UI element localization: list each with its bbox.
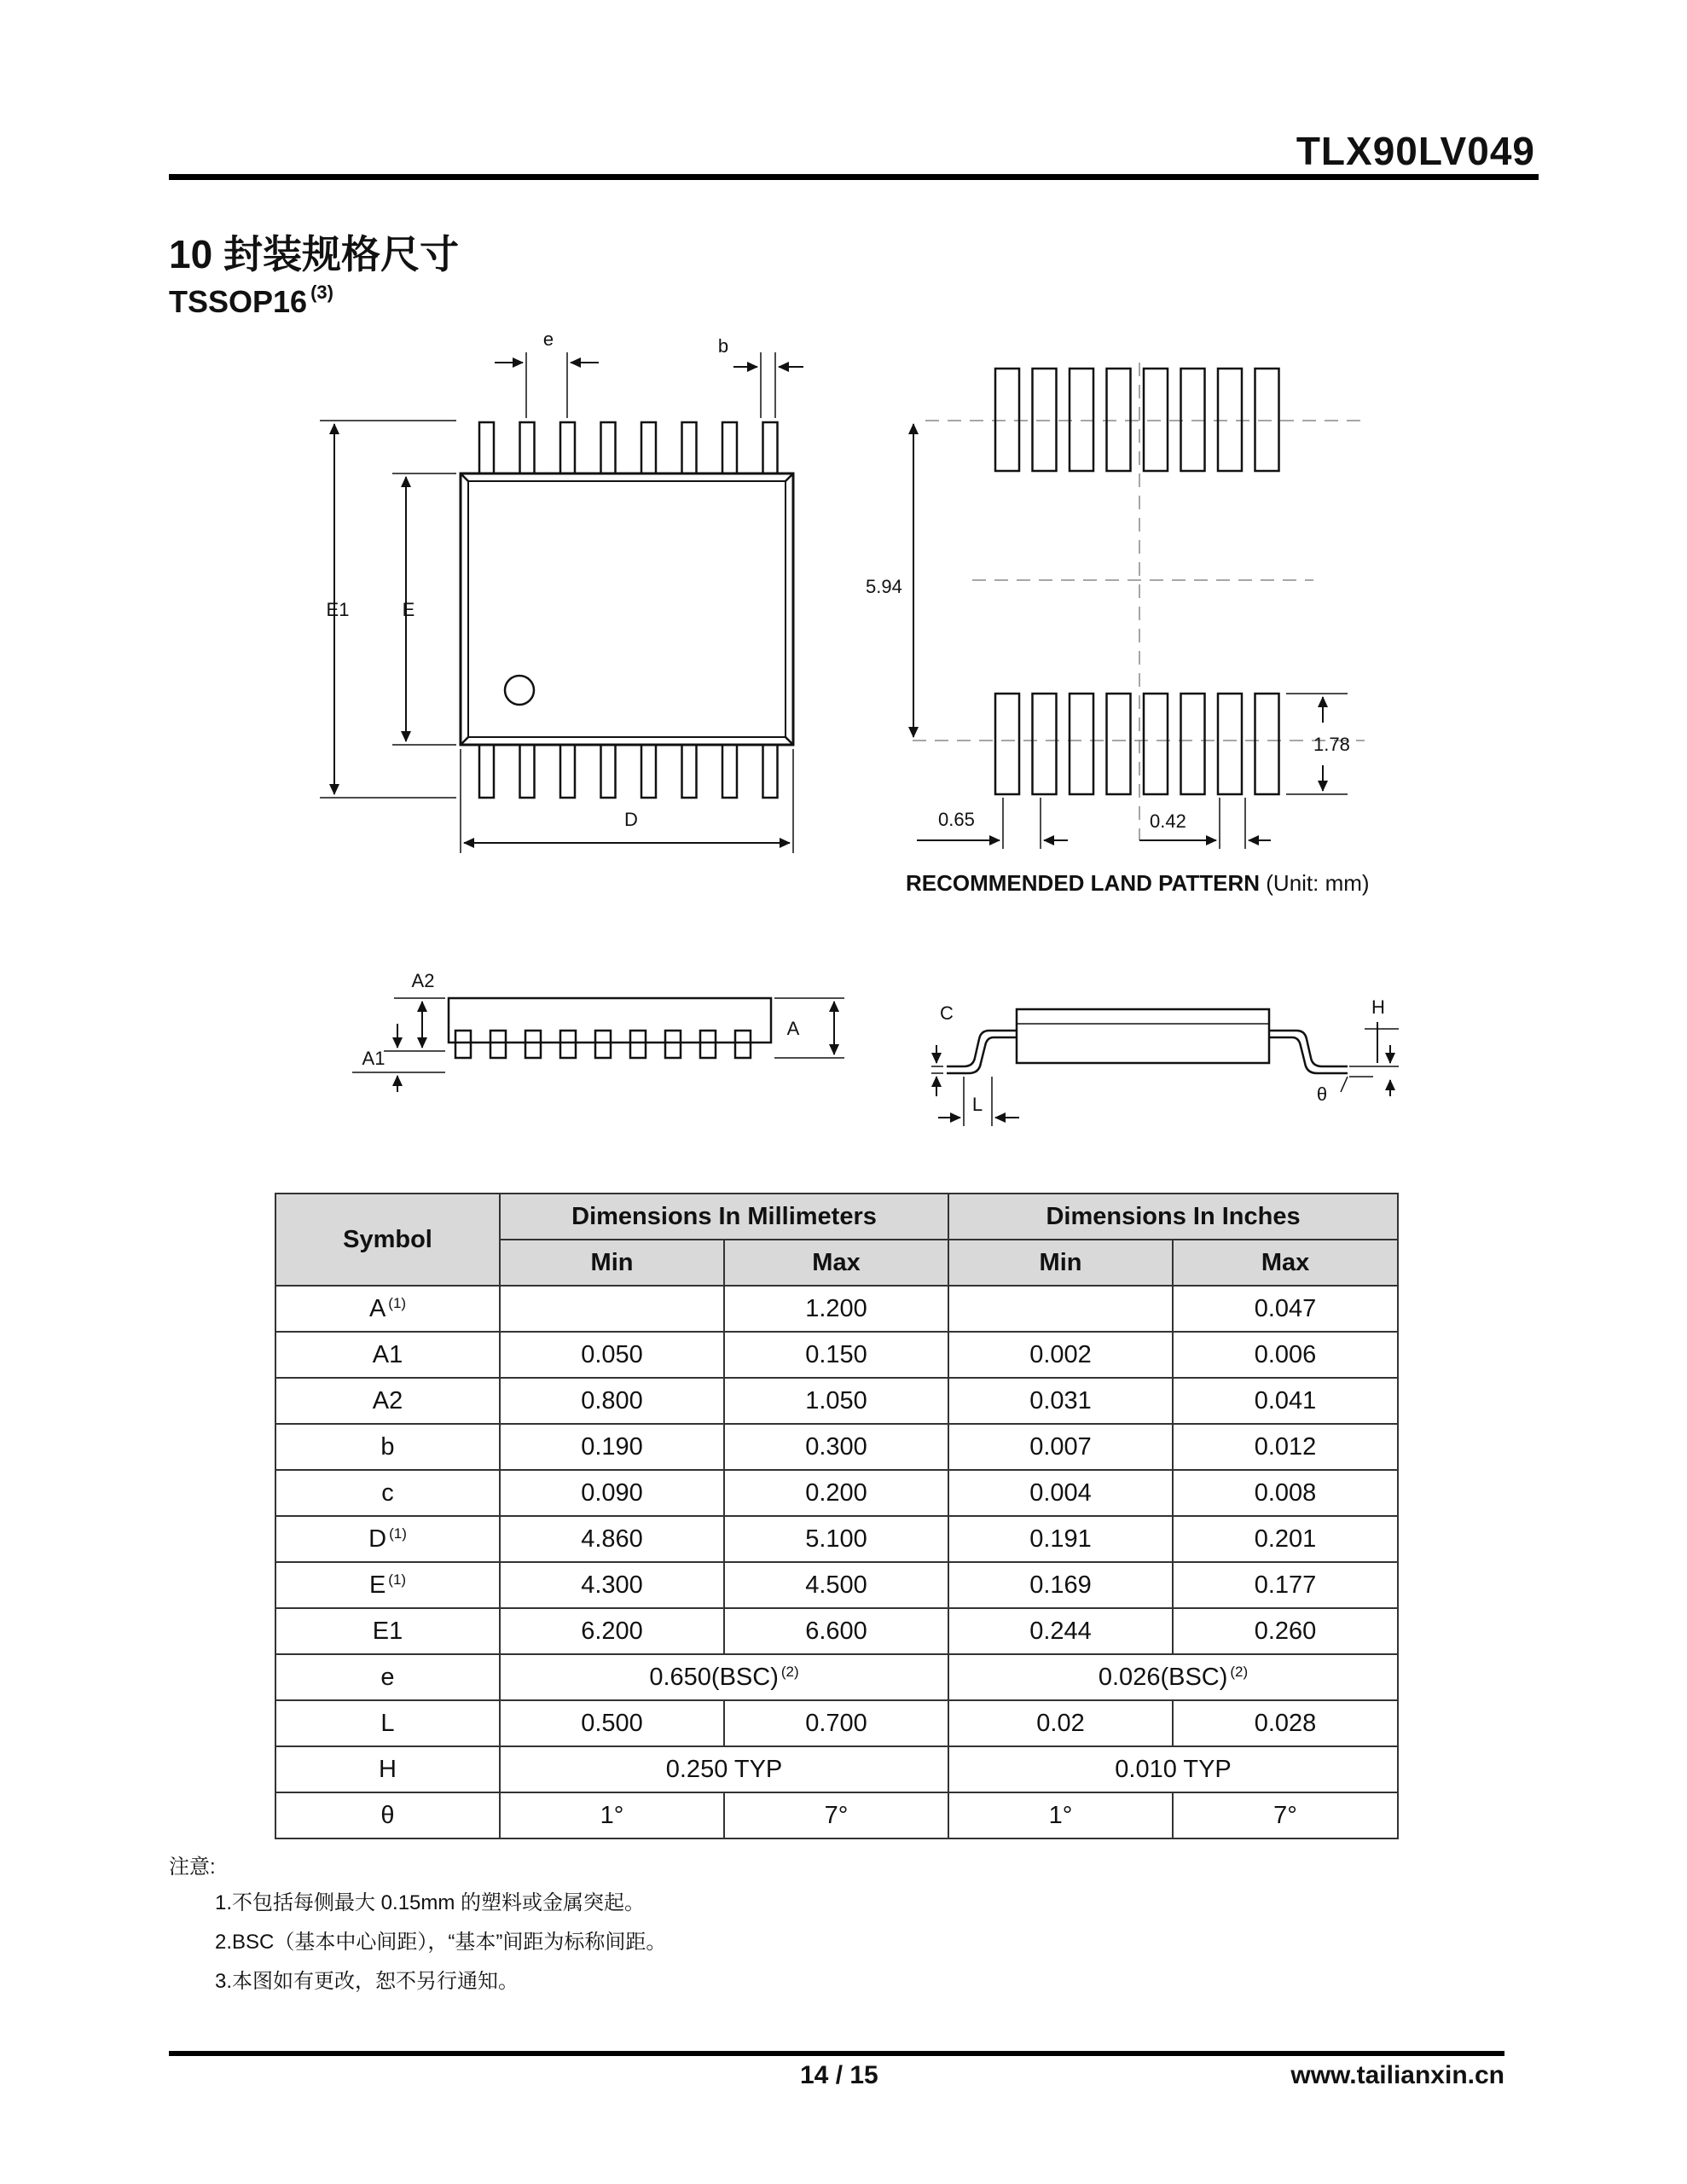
label-H: H [1371, 996, 1385, 1018]
cell-symbol: θ [275, 1792, 500, 1838]
cell-in-max: 0.041 [1173, 1378, 1398, 1424]
land-pad [1218, 694, 1242, 794]
header-inches: Dimensions In Inches [948, 1194, 1398, 1240]
land-pattern-caption-bold: RECOMMENDED LAND PATTERN [906, 870, 1261, 896]
cell-mm-min [500, 1286, 724, 1332]
cell-mm-span: 0.250 TYP [500, 1746, 948, 1792]
side-lead [455, 1031, 471, 1058]
document-id: TLX90LV049 [1296, 129, 1535, 173]
label-0-42: 0.42 [1150, 810, 1186, 832]
pin [479, 745, 494, 798]
cell-mm-min: 0.190 [500, 1424, 724, 1470]
label-theta: θ [1316, 1083, 1328, 1105]
pin1-marker [505, 676, 534, 705]
label-E: E [402, 599, 415, 620]
pin [641, 745, 656, 798]
label-5-94: 5.94 [866, 576, 902, 597]
cell-mm-min: 1° [500, 1792, 724, 1838]
label-E1: E1 [326, 599, 350, 620]
cell-mm-max: 0.700 [724, 1700, 948, 1746]
label-A2: A2 [411, 970, 435, 991]
cell-in-span: 0.010 TYP [948, 1746, 1398, 1792]
cell-in-min: 0.244 [948, 1608, 1173, 1654]
cell-in-min: 0.191 [948, 1516, 1173, 1562]
land-pad [1070, 369, 1093, 471]
cell-in-min: 1° [948, 1792, 1173, 1838]
land-pads-bottom [995, 694, 1279, 794]
cell-symbol: E1 [275, 1608, 500, 1654]
note-item: 1.不包括每侧最大 0.15mm 的塑料或金属突起。 [215, 1891, 646, 1914]
land-pad [1255, 694, 1279, 794]
cell-in-min: 0.004 [948, 1470, 1173, 1516]
pin [601, 422, 616, 473]
label-A: A [786, 1018, 800, 1039]
label-0-65: 0.65 [938, 809, 975, 830]
land-pad [1033, 694, 1057, 794]
cell-mm-max: 0.200 [724, 1470, 948, 1516]
pin [520, 745, 535, 798]
footer-rule [169, 2051, 1504, 2056]
cell-in-max: 0.028 [1173, 1700, 1398, 1746]
cell-symbol: A2 [275, 1378, 500, 1424]
cell-mm-max: 7° [724, 1792, 948, 1838]
cell-in-max: 0.177 [1173, 1562, 1398, 1608]
cell-in-min: 0.002 [948, 1332, 1173, 1378]
cell-mm-max: 1.200 [724, 1286, 948, 1332]
label-L: L [971, 1094, 983, 1115]
label-1-78: 1.78 [1313, 734, 1350, 755]
side-lead [595, 1031, 611, 1058]
label-e: e [542, 328, 554, 350]
header-in-min: Min [948, 1240, 1173, 1286]
cell-symbol: A1 [275, 1332, 500, 1378]
land-pads-top [995, 369, 1279, 471]
cell-symbol: A $^{(1)}$ [275, 1286, 500, 1332]
cell-symbol: E $^{(1)}$ [275, 1562, 500, 1608]
top-pins [479, 422, 778, 473]
table-row [275, 1470, 1398, 1516]
land-pattern-caption [906, 870, 1370, 897]
table-row [275, 1562, 1398, 1608]
cell-in-min: 0.02 [948, 1700, 1173, 1746]
pin [520, 422, 535, 473]
label-D: D [624, 809, 638, 830]
page-number: 14 / 15 [800, 2061, 878, 2089]
land-pad [1181, 369, 1205, 471]
pin [763, 745, 778, 798]
land-pad [1144, 694, 1168, 794]
cell-in-span: 0.026(BSC) $^{(2)}$ [948, 1654, 1398, 1700]
table-row [275, 1608, 1398, 1654]
land-pad [1070, 694, 1093, 794]
label-b: b [717, 335, 729, 357]
side-lead [630, 1031, 646, 1058]
cell-in-max: 0.006 [1173, 1332, 1398, 1378]
cell-symbol: D $^{(1)}$ [275, 1516, 500, 1562]
table-row [275, 1424, 1398, 1470]
table-row [275, 1654, 1398, 1700]
bottom-pins [479, 745, 778, 798]
cell-symbol: b [275, 1424, 500, 1470]
note-item: 2.BSC（基本中心间距），“基本”间距为标称间距。 [215, 1931, 667, 1954]
land-pad [1144, 369, 1168, 471]
pin [601, 745, 616, 798]
end-view [931, 1009, 1399, 1126]
cell-in-max: 0.008 [1173, 1470, 1398, 1516]
cell-mm-min: 0.500 [500, 1700, 724, 1746]
side-lead [700, 1031, 716, 1058]
pin [641, 422, 656, 473]
table-row [275, 1746, 1398, 1792]
land-pad [1181, 694, 1205, 794]
cell-mm-max: 6.600 [724, 1608, 948, 1654]
cell-symbol: e [275, 1654, 500, 1700]
header-symbol: Symbol [275, 1194, 500, 1286]
cell-in-min: 0.169 [948, 1562, 1173, 1608]
side-view [352, 998, 844, 1092]
cell-in-min [948, 1286, 1173, 1332]
side-lead [735, 1031, 751, 1058]
table-row [275, 1378, 1398, 1424]
cell-in-max: 0.260 [1173, 1608, 1398, 1654]
cell-mm-span: 0.650(BSC) $^{(2)}$ [500, 1654, 948, 1700]
land-pad [1107, 694, 1131, 794]
land-pad [1033, 369, 1057, 471]
notes-label: 注意: [169, 1856, 216, 1879]
cell-in-max: 0.047 [1173, 1286, 1398, 1332]
pin [682, 422, 697, 473]
land-pattern [913, 363, 1369, 849]
table-header-row [275, 1194, 1398, 1240]
cell-mm-min: 0.800 [500, 1378, 724, 1424]
cell-mm-max: 5.100 [724, 1516, 948, 1562]
cell-mm-min: 0.090 [500, 1470, 724, 1516]
pin [722, 422, 737, 473]
cell-mm-max: 0.150 [724, 1332, 948, 1378]
pin [722, 745, 737, 798]
website: www.tailianxin.cn [1290, 2061, 1504, 2089]
side-lead [665, 1031, 681, 1058]
side-lead [490, 1031, 506, 1058]
note-item: 3.本图如有更改，恕不另行通知。 [215, 1970, 519, 1993]
label-C: C [940, 1002, 954, 1024]
land-pad [1255, 369, 1279, 471]
table-row [275, 1286, 1398, 1332]
land-pad [995, 694, 1019, 794]
side-leads [455, 1031, 751, 1058]
section-title: 10 封装规格尺寸 [169, 232, 459, 276]
land-pad [1107, 369, 1131, 471]
table-body [275, 1286, 1398, 1838]
cell-mm-min: 4.300 [500, 1562, 724, 1608]
cell-mm-max: 0.300 [724, 1424, 948, 1470]
table-row [275, 1700, 1398, 1746]
package-name: TSSOP16 [169, 284, 308, 319]
header-mm-min: Min [500, 1240, 724, 1286]
cell-mm-min: 4.860 [500, 1516, 724, 1562]
side-lead [525, 1031, 541, 1058]
side-lead [560, 1031, 576, 1058]
cell-symbol: H [275, 1746, 500, 1792]
cell-in-min: 0.007 [948, 1424, 1173, 1470]
cell-in-max: 7° [1173, 1792, 1398, 1838]
cell-mm-min: 0.050 [500, 1332, 724, 1378]
cell-in-min: 0.031 [948, 1378, 1173, 1424]
pin [763, 422, 778, 473]
cell-mm-max: 4.500 [724, 1562, 948, 1608]
cell-in-max: 0.012 [1173, 1424, 1398, 1470]
cell-mm-min: 6.200 [500, 1608, 724, 1654]
table-row [275, 1332, 1398, 1378]
pin [560, 745, 575, 798]
label-A1: A1 [362, 1048, 386, 1069]
cell-symbol: L [275, 1700, 500, 1746]
header-in-max: Max [1173, 1240, 1398, 1286]
table-row [275, 1792, 1398, 1838]
cell-in-max: 0.201 [1173, 1516, 1398, 1562]
pin [560, 422, 575, 473]
land-pad [995, 369, 1019, 471]
top-view [320, 352, 803, 853]
table-row [275, 1516, 1398, 1562]
pin [479, 422, 494, 473]
land-pattern-caption-unit: (Unit: mm) [1260, 870, 1370, 896]
header-millimeters: Dimensions In Millimeters [500, 1194, 948, 1240]
cell-mm-max: 1.050 [724, 1378, 948, 1424]
pin [682, 745, 697, 798]
dimensions-table [275, 1193, 1399, 1839]
header-mm-max: Max [724, 1240, 948, 1286]
land-pad [1218, 369, 1242, 471]
cell-symbol: c [275, 1470, 500, 1516]
package-footnote: (3) [310, 282, 333, 303]
